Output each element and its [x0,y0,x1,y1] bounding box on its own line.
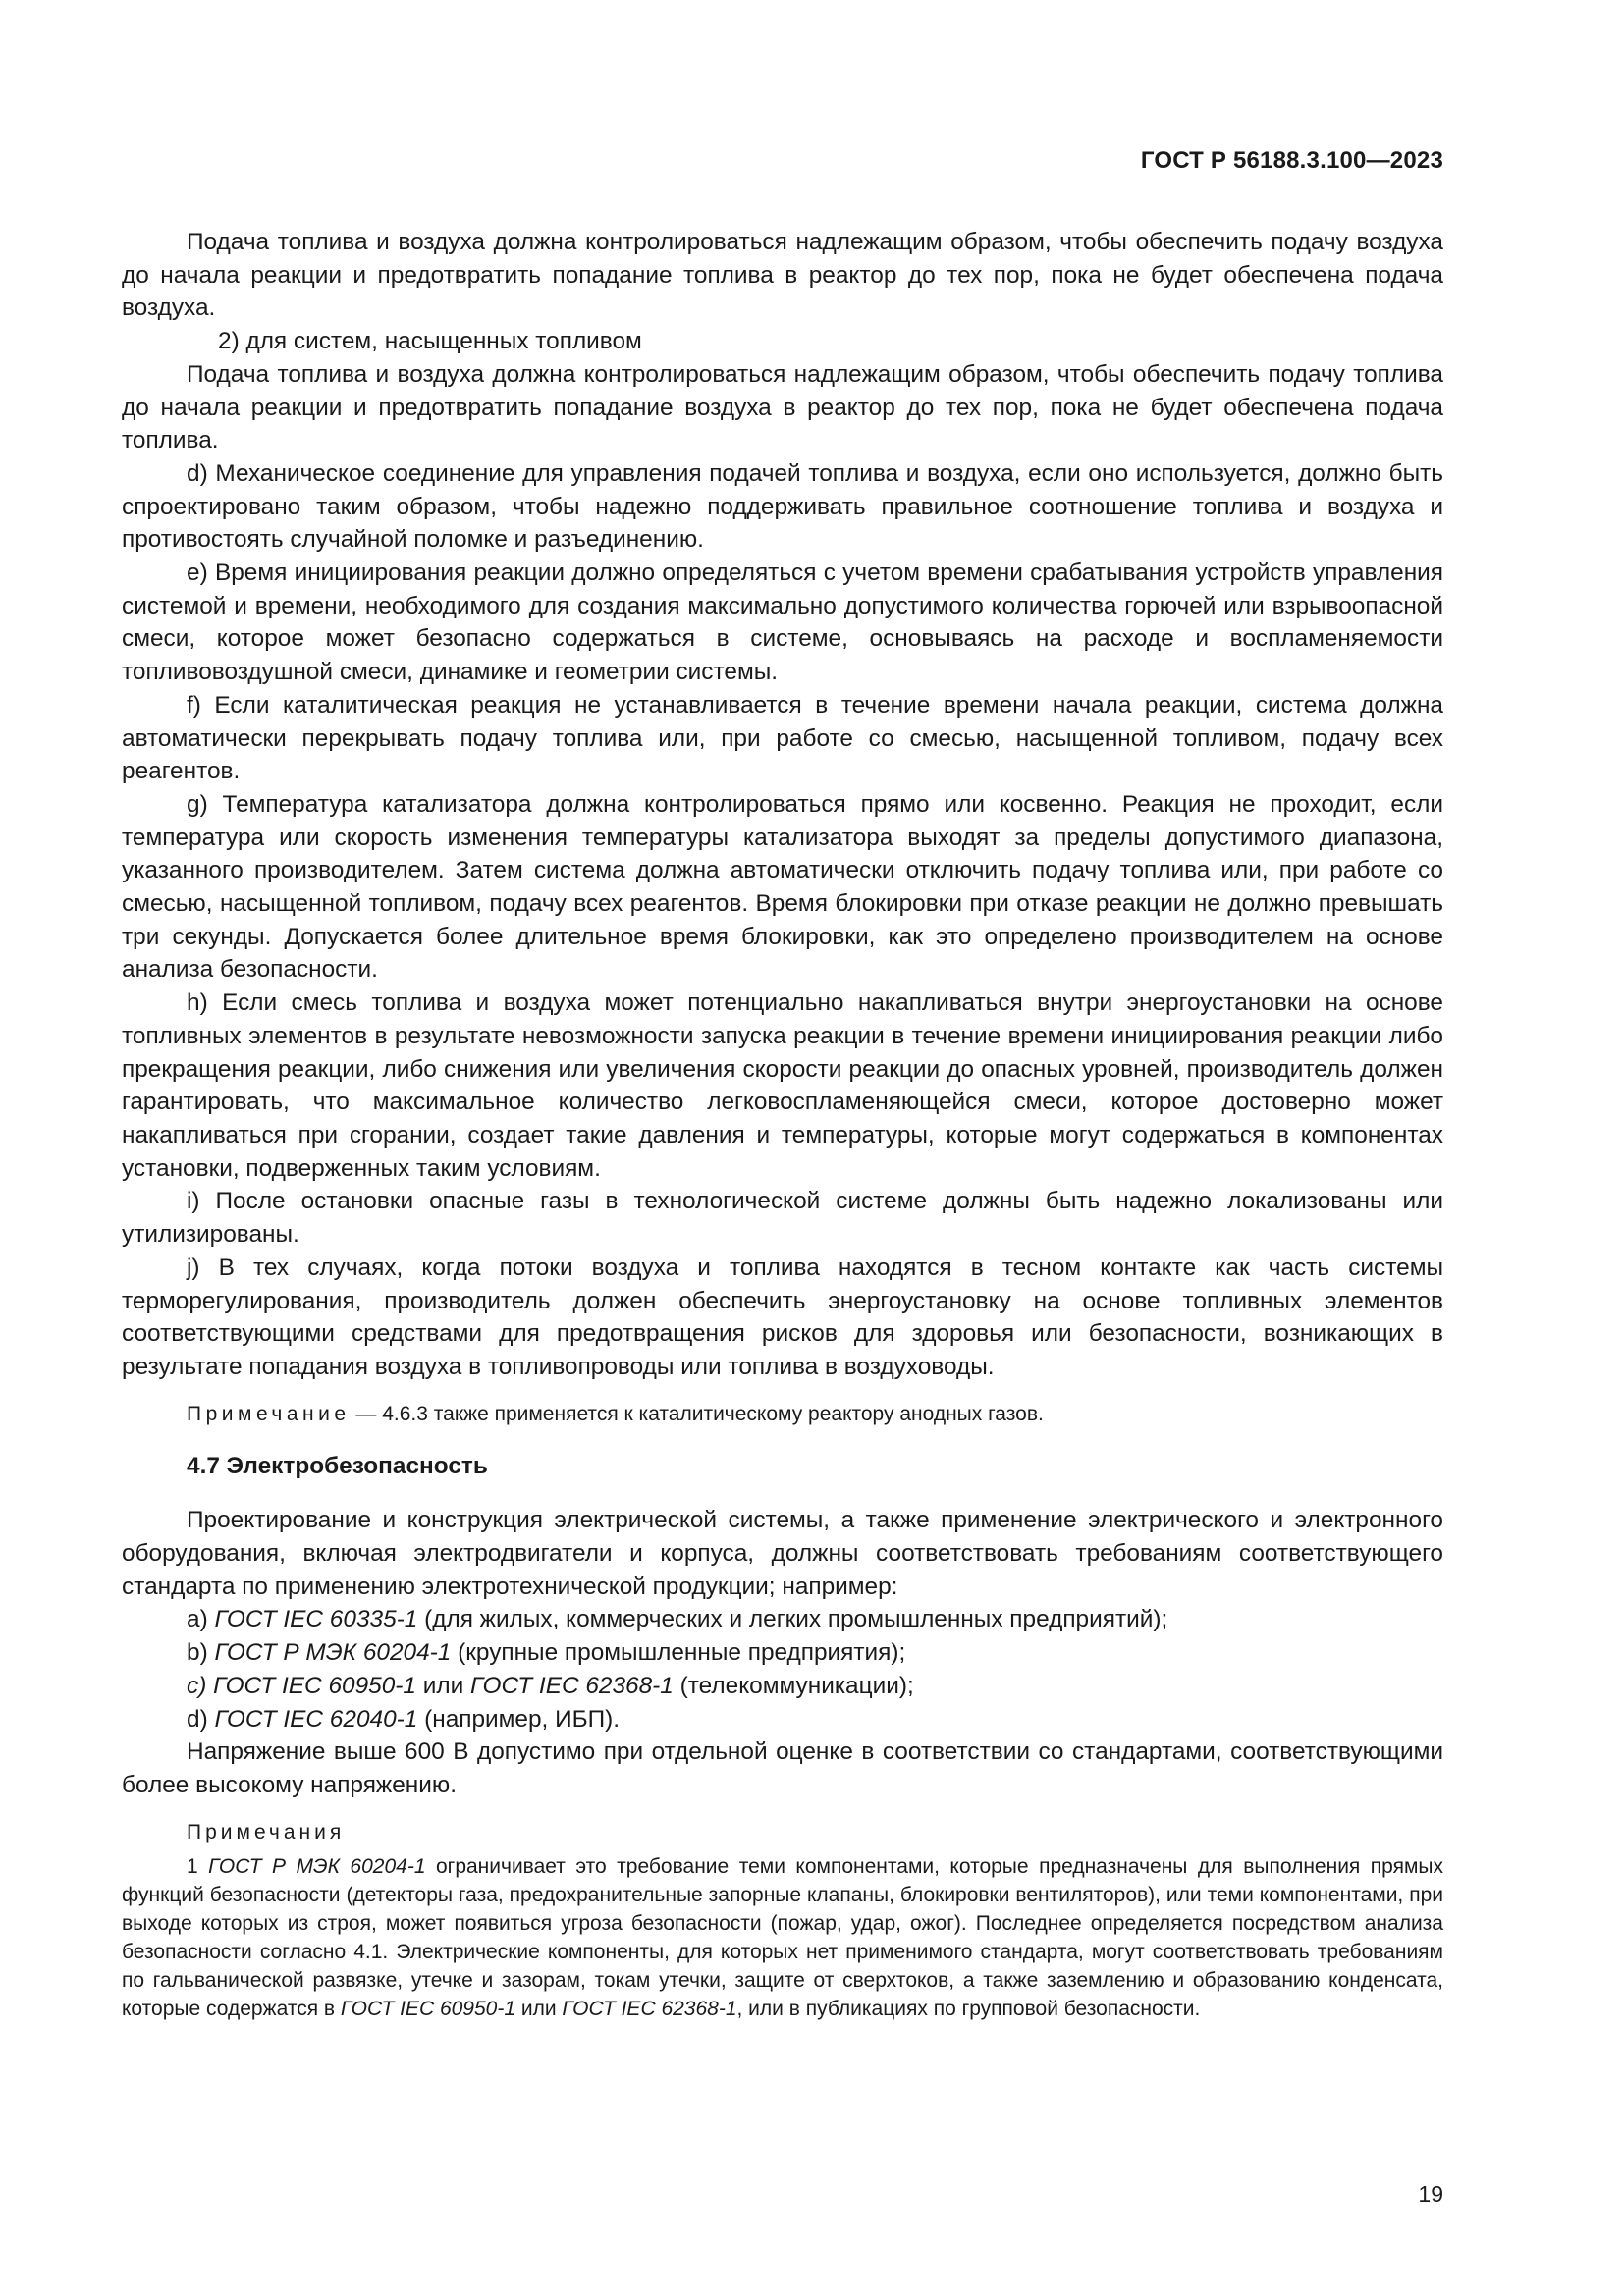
list-item-i: i) После остановки опасные газы в технологической системе должны быть надежно локализованы или утилизированы. [122,1188,1443,1249]
standard-ref: ГОСТ IEC 62040-1 [214,1705,418,1733]
note-1: 1 ГОСТ Р МЭК 60204-1 ограничивает это требование теми компонентами, которые предназначены для выполнения прямых функций безопасности (детекторы газа, предохранительные запорные клапаны, блокировки вентиляторов), или теми компонентами, при выходе которых из строя, может появиться угроза безопасности (пожар, удар, ожог). Последнее определяется посредством анализа безопасности согласно 4.1. Электрические компоненты, для которых нет применимого стандарта, могут соответствовать требованиям по гальванической развязке, утечке и зазорам, токам утечки, защите от сверхтоков, а также заземлению и образованию конденсата, которые содержатся в ГОСТ IEC 60950-1 или ГОСТ IEC 62368-1, или в публикациях по групповой безопасности. [122,1854,1443,2020]
list-item-j: j) В тех случаях, когда потоки воздуха и топлива находятся в тесном контакте как часть системы терморегулирования, производитель должен обеспечить энергоустановку на основе топливных элементов соответствующими средствами для предотвращения рисков для здоровья или безопасности, возникающих в результате попадания воздуха в топливопроводы или топлива в воздуховоды. [122,1254,1443,1380]
standard-item-b: b) ГОСТ Р МЭК 60204-1 (крупные промышленные предприятия); [187,1639,906,1667]
section-title: 4.7 Электробезопасность [187,1452,488,1479]
note-4-6-3 [122,1400,1443,1428]
standard-item-d: d) ГОСТ IEC 62040-1 (например, ИБП). [187,1705,621,1733]
standard-ref: ГОСТ IEC 62368-1 [562,1997,737,2020]
list-item-fuel-rich: 2) для систем, насыщенных топливом [218,328,642,355]
paragraph-fuel-air-control: Подача топлива и воздуха должна контролироваться надлежащим образом, чтобы обеспечить подачу воздуха до начала реакции и предотвратить попадание топлива в реактор до тех пор, пока не будет обеспечена подача воздуха. [122,229,1443,322]
standard-ref: ГОСТ Р МЭК 60204-1 [208,1854,426,1878]
standard-item-a: a) ГОСТ IEC 60335-1 (для жилых, коммерческих и легких промышленных предприятий); [187,1606,1168,1633]
section-intro: Проектирование и конструкция электрической системы, а также применение электрического и электронного оборудования, включая электродвигатели и корпуса, должны соответствовать требованиям соответствующего стандарта по применению электротехнической продукции; например: [122,1507,1443,1600]
note-text: — 4.6.3 также применяется к каталитическому реактору анодных газов. [350,1402,1044,1425]
page-body [122,226,1443,2023]
list-item-d: d) Механическое соединение для управления подачей топлива и воздуха, если оно используется, должно быть спроектировано таким образом, чтобы надежно поддерживать правильное соотношение топлива и воздуха и противостоять случайной поломке и разъединению. [122,459,1443,554]
paragraph-fuel-rich-control: Подача топлива и воздуха должна контролироваться надлежащим образом, чтобы обеспечить подачу топлива до начала реакции и предотвратить попадание воздуха в реактор до тех пор, пока не будет обеспечена подача топлива. [122,360,1443,454]
document-header: ГОСТ Р 56188.3.100—2023 [1140,147,1443,174]
note-label: Примечание [187,1402,351,1425]
standard-ref: ГОСТ IEC 62368-1 [470,1672,674,1699]
standard-ref: ГОСТ Р МЭК 60204-1 [214,1639,452,1667]
list-item-g: g) Температура катализатора должна контролироваться прямо или косвенно. Реакция не проходит, если температура или скорость изменения температуры катализатора выходят за пределы допустимого диапазона, указанного производителем. Затем система должна автоматически отключить подачу топлива или, при работе со смесью, насыщенной топливом, подачу всех реагентов. Время блокировки при отказе реакции не должно превышать три секунды. Допускается более длительное время блокировки, как это определено производителем на основе анализа безопасности. [122,790,1443,984]
standard-ref: ГОСТ IEC 60950-1 [340,1997,516,2020]
notes-heading: Примечания [187,1820,346,1843]
page-number: 19 [1418,2181,1443,2207]
standard-item-c: c) ГОСТ IEC 60950-1 или ГОСТ IEC 62368-1 (телекоммуникации); [187,1672,914,1699]
list-item-e: e) Время инициирования реакции должно определяться с учетом времени срабатывания устройств управления системой и времени, необходимого для создания максимально допустимого количества горючей или взрывоопасной смеси, которое может безопасно содержаться в системе, основываясь на расходе и воспламеняемости топливовоздушной смеси, динамике и геометрии системы. [122,560,1443,686]
list-item-f: f) Если каталитическая реакция не устанавливается в течение времени начала реакции, система должна автоматически перекрывать подачу топлива или, при работе со смесью, насыщенной топливом, подачу всех реагентов. [122,691,1443,785]
voltage-paragraph: Напряжение выше 600 В допустимо при отдельной оценке в соответствии со стандартами, соответствующими более высокому напряжению. [122,1738,1443,1798]
list-item-h: h) Если смесь топлива и воздуха может потенциально накапливаться внутри энергоустановки на основе топливных элементов в результате невозможности запуска реакции в течение времени инициирования реакции либо прекращения реакции, либо снижения или увеличения скорости реакции до опасных уровней, производитель должен гарантировать, что максимальное количество легковоспламеняющейся смеси, которое достоверно может накапливаться при сгорании, создает такие давления и температуры, которые могут содержаться в компонентах установки, подверженных таким условиям. [122,989,1443,1182]
standard-ref: ГОСТ IEC 60950-1 [213,1672,416,1699]
standard-ref: ГОСТ IEC 60335-1 [214,1606,418,1633]
